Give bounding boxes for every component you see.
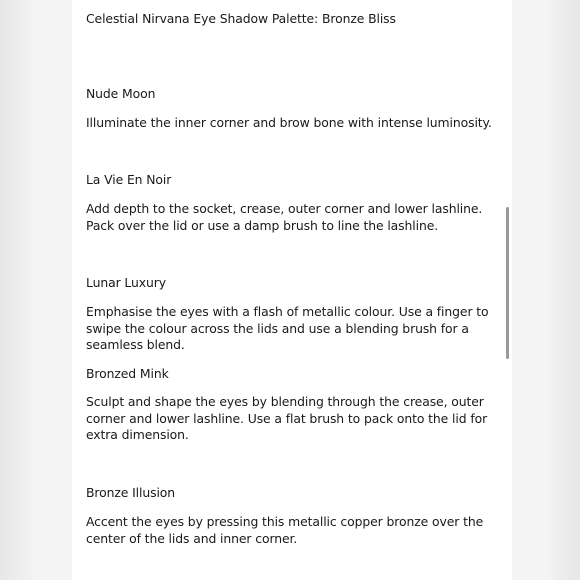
shade-name-bronzed-mink: Bronzed Mink (86, 366, 169, 381)
shade-description-nude-moon: Illuminate the inner corner and brow bone with intense luminosity. (86, 115, 492, 130)
shade-description-bronze-illusion: Accent the eyes by pressing this metallic copper bronze over the center of the lids and inner corner. (86, 514, 484, 546)
vertical-scrollbar-thumb[interactable] (506, 207, 509, 359)
page-title: Celestial Nirvana Eye Shadow Palette: Bronze Bliss (86, 11, 396, 26)
shade-description-bronzed-mink: Sculpt and shape the eyes by blending through the crease, outer corner and lower lashline. Use a flat brush to pack onto the lid for extra dimension. (86, 394, 488, 442)
shade-description-lunar-luxury: Emphasise the eyes with a flash of metallic colour. Use a finger to swipe the colour across the lids and use a blending brush for a seamless blend. (86, 304, 489, 352)
shade-name-nude-moon: Nude Moon (86, 86, 156, 101)
shade-name-la-vie-en-noir: La Vie En Noir (86, 172, 172, 187)
shade-name-lunar-luxury: Lunar Luxury (86, 275, 166, 290)
shade-description-la-vie-en-noir: Add depth to the socket, crease, outer corner and lower lashline. Pack over the lid or use a damp brush to line the lashline. (86, 201, 483, 233)
shade-name-bronze-illusion: Bronze Illusion (86, 485, 176, 500)
document-panel[interactable] (72, 0, 512, 580)
